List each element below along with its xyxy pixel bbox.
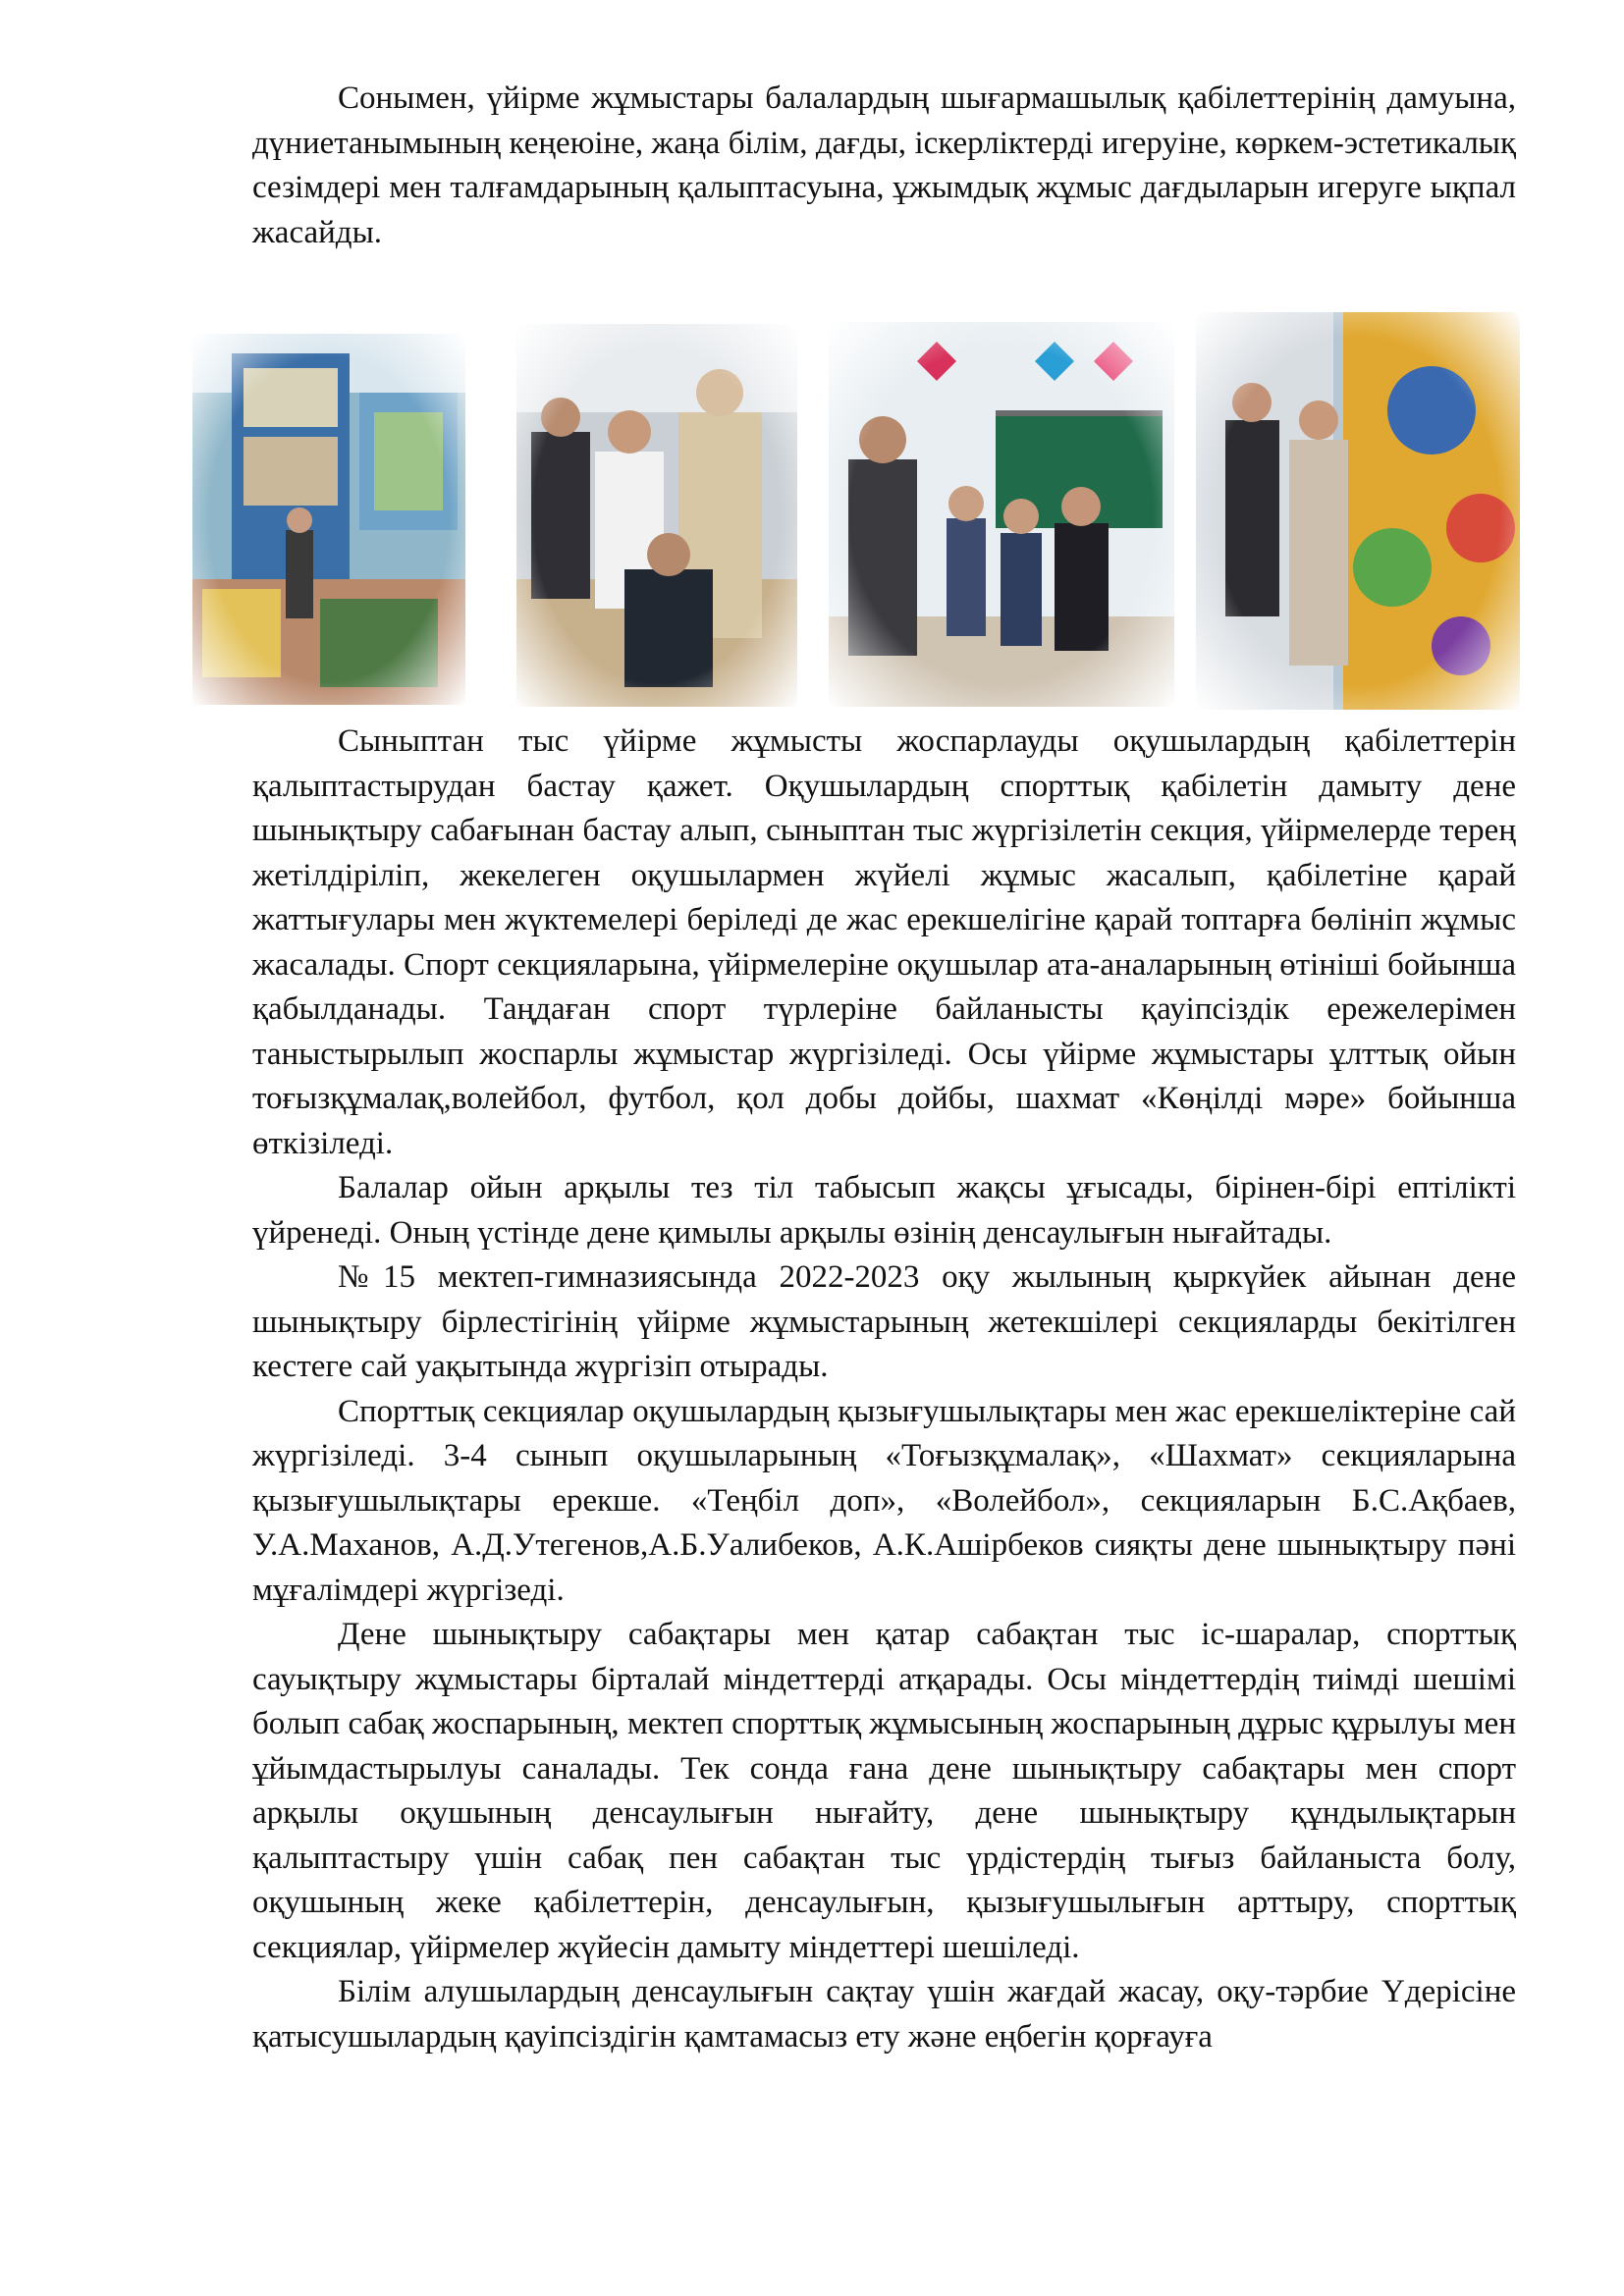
body-paragraph: Спорттық секциялар оқушылардың қызығушылықтары мен жас ерекшеліктеріне сай жүргізіледі. 3-4 сынып оқушыларының «Тоғызқұмалақ», «Шахмат» секцияларына қызығушылықтары ерекше. «Теңбіл доп», «Волейбол», секцияларын Б.С.Ақбаев, У.А.Маханов, А.Д.Утегенов,А.Б.Уалибеков, А.К.Ашірбеков сияқты дене шынықтыру пәні мұғалімдері жүргізеді. <box>252 1393 1516 1608</box>
body-text <box>252 720 1516 2059</box>
body-paragraph: Сыныптан тыс үйірме жұмысты жоспарлауды оқушылардың қабілеттерін қалыптастырудан бастау қажет. Оқушылардың спорттық қабілетін дамыту дене шынықтыру сабағынан бастау алып, сыныптан тыс жүргізілетін секция, үйірмелерде терең жетілдіріліп, жекелеген оқушылармен жүйелі жұмыс жасалып, қабілетіне қарай жаттығулары мен жүктемелері беріледі де жас ерекшелігіне қарай топтарға бөлініп жұмыс жасалады. Спорт секцияларына, үйірмелеріне оқушылар ата-аналарының өтініші бойынша қабылданады. Таңдаған спорт түрлеріне байланысты қауіпсіздік ережелерімен таныстырылып жоспарлы жұмыстар жүргізіледі. Осы үйірме жұмыстары ұлттық ойын тоғызқұмалақ,волейбол, футбол, қол добы дойбы, шахмат «Көңілді мәре» бойынша өткізіледі. <box>252 723 1516 1161</box>
photo-strip <box>192 312 1520 710</box>
body-paragraph: Балалар ойын арқылы тез тіл табысып жақсы ұғысады, бірінен-бірі ептілікті үйренеді. Оның үстінде дене қимылы арқылы өзінің денсаулығын нығайтады. <box>252 1170 1516 1251</box>
art-wall-photo <box>1196 312 1520 710</box>
students-activity-photo <box>516 324 797 707</box>
body-paragraph: Білім алушылардың денсаулығын сақтау үшін жағдай жасау, оқу-тәрбие Үдерісіне қатысушылардың қауіпсіздігін қамтамасыз ету және еңбегін қорғауға <box>252 1974 1516 2055</box>
intro-text <box>252 77 1516 255</box>
classroom-photo <box>829 322 1174 707</box>
body-paragraph: №15 мектеп-гимназиясында 2022-2023 оқу жылының қыркүйек айынан дене шынықтыру бірлестігінің үйірме жұмыстарының жетекшілері секцияларды бекітілген кестеге сай уақытында жүргізіп отырады. <box>252 1259 1516 1384</box>
body-paragraph: Дене шынықтыру сабақтары мен қатар сабақтан тыс іс-шаралар, спорттық сауықтыру жұмыстары бірталай міндеттерді атқарады. Осы міндеттердің тиімді шешімі болып сабақ жоспарының, мектеп спорттық жұмысының жоспарының дұрыс құрылуы мен ұйымдастырылуы саналады. Тек сонда ғана дене шынықтыру сабақтары мен спорт арқылы оқушының денсаулығын нығайту, дене шынықтыру құндылықтарын қалыптастыру үшін сабақ пен сабақтан тыс үрдістердің тығыз байланыста болу, оқушының жеке қабілеттерін, денсаулығын, қызығушылығын арттыру, спорттық секциялар, үйірмелер жүйесін дамыту міндеттері шешіледі. <box>252 1617 1516 1965</box>
intro-paragraph: Сонымен, үйірме жұмыстары балалардың шығармашылық қабілеттерінің дамуына, дүниетанымының кеңеюіне, жаңа білім, дағды, іскерліктерді игеруіне, көркем-эстетикалық сезімдері мен талғамдарының қалыптасуына, ұжымдық жұмыс дағдыларын игеруге ықпал жасайды. <box>252 80 1516 250</box>
exhibition-hall-photo <box>192 334 465 705</box>
